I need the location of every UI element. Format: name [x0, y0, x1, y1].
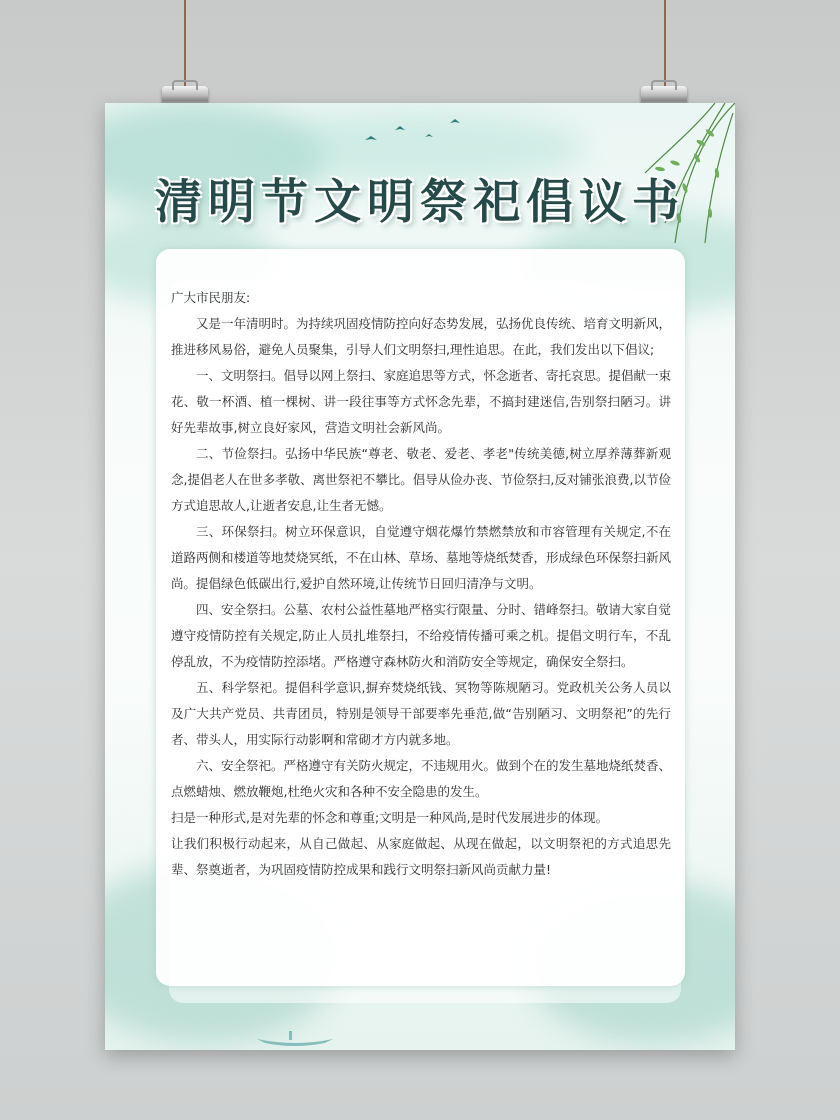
paragraph-2: 二、节俭祭扫。弘扬中华民族“尊老、敬老、爱老、孝老"传统美德,树立厚养薄葬新观念,提倡老人在世多孝敬、离世祭祀不攀比。倡导从俭办丧、节俭祭扫,反对铺张浪费,以节俭方式追思故人,让逝者安息,让生者无憾。 — [171, 446, 671, 513]
swallows — [355, 115, 475, 155]
paragraph-3: 三、环保祭扫。树立环保意识，自觉遵守烟花爆竹禁燃禁放和市容管理有关规定,不在道路两侧和楼道等地焚烧冥纸，不在山林、草场、墓地等烧纸焚香，形成绿色环保祭扫新风尚。提倡绿色低碳出行,爱护自然环境,让传统节日回归清净与文明。 — [171, 524, 672, 591]
closing-2: 让我们积极行动起来，从自己做起、从家庭做起、从现在做起，以文明祭祀的方式追思先辈、祭奠逝者，为巩固疫情防控成果和践行文明祭扫新风尚贡献力量! — [171, 836, 671, 877]
hanging-string-left — [184, 0, 186, 90]
poster-title: 清明节文明祭祀倡议书 — [155, 175, 685, 230]
paragraph-5: 五、科学祭祀。提倡科学意识,摒弃焚烧纸钱、冥物等陈规陋习。党政机关公务人员以及广大共产党员、共青团员，特别是领导干部要率先垂范,做“告别陋习、文明祭祀”的先行者、带头人，用实际行动影啊和常砌才方内就多地。 — [171, 680, 671, 747]
poster — [105, 103, 735, 1050]
paragraph-1: 一、文明祭扫。倡导以网上祭扫、家庭追思等方式，怀念逝者、寄托哀思。提倡献一束花、敬一杯酒、植一棵树、讲一段往事等方式怀念先辈，不搞封建迷信,告别祭扫陋习。讲好先辈故事,树立良好家风，营造文明社会新风尚。 — [171, 368, 672, 435]
paragraph-4: 四、安全祭扫。公墓、农村公益性墓地严格实行限量、分时、错峰祭扫。敬请大家自觉遵守疫情防控有关规定,防止人员扎堆祭扫，不给疫情传播可乘之机。提倡文明行车，不乱停乱放，不为疫情防控添堵。严格遵守森林防火和消防安全等规定，确保安全祭扫。 — [171, 602, 672, 669]
boat-illustration — [255, 1025, 335, 1049]
greeting: 广大市民朋友: — [171, 290, 251, 305]
closing-1: 扫是一种形式,是对先辈的怀念和尊重;文明是一种风尚,是时代发展进步的体现。 — [171, 810, 609, 825]
paragraph-intro: 又是一年清明时。为持续巩固疫情防控向好态势发展，弘扬优良传统、培育文明新风，推进移风易俗，避免人员聚集，引导人们文明祭扫,理性追思。在此，我们发出以下倡议; — [171, 316, 672, 357]
paragraph-6: 六、安全祭祀。严格遵守有关防火规定，不违规用火。做到个在的发生墓地烧纸焚香、点燃蜡烛、燃放鞭炮,杜绝火灾和各种不安全隐患的发生。 — [171, 758, 672, 799]
letter-body — [171, 285, 671, 883]
hanging-string-right — [664, 0, 666, 90]
